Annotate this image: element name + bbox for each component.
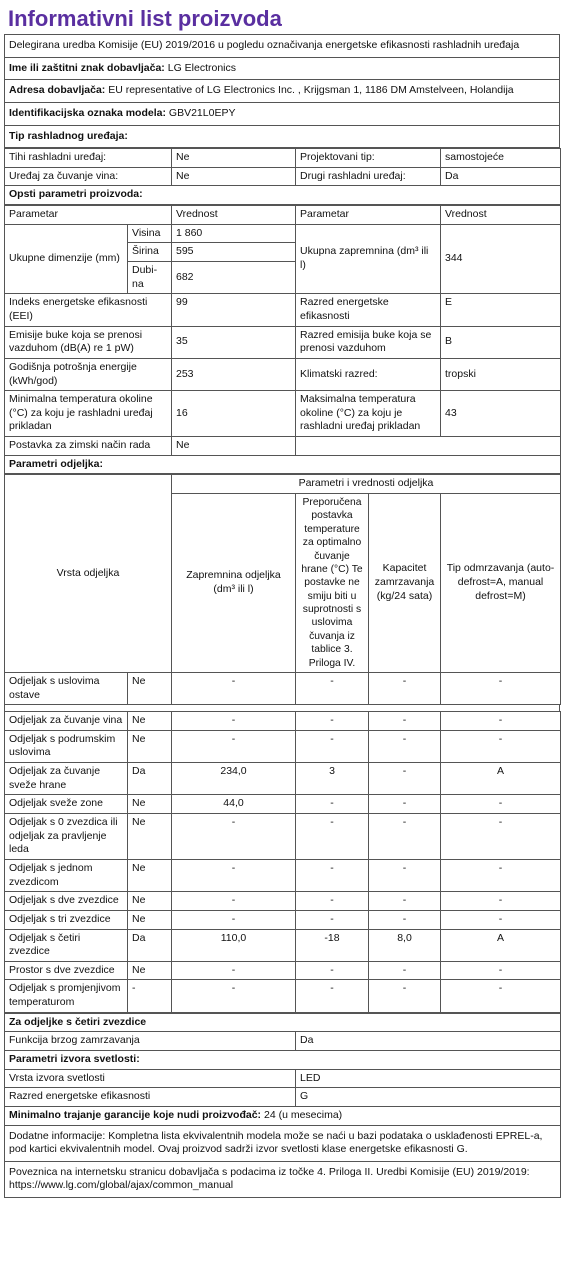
compartment-row: [5, 730, 561, 762]
compartment-present: Ne: [128, 961, 172, 980]
model-value: GBV21L0EPY: [168, 106, 236, 119]
type-label: Uređaj za čuvanje vina:: [5, 167, 172, 186]
compartment-row: [5, 980, 561, 1012]
volume-value: 344: [441, 224, 561, 294]
compartment-row: [5, 763, 561, 795]
compartment-row: [5, 929, 561, 961]
type-label: Drugi rashladni uređaj:: [296, 167, 441, 186]
param-label: Klimatski razred:: [296, 358, 441, 390]
compartment-row: [5, 712, 561, 731]
compartment-volume: 44,0: [172, 795, 296, 814]
type-value: samostojeće: [441, 149, 561, 168]
param-value: B: [441, 326, 561, 358]
compartment-present: Ne: [128, 859, 172, 891]
compartment-volume: -: [172, 814, 296, 860]
compartment-volume: 110,0: [172, 929, 296, 961]
type-table: [4, 148, 561, 205]
compartment-volume: -: [172, 910, 296, 929]
col-capacity-header: Kapacitet zamrzavanja (kg/24 sata): [369, 494, 441, 673]
general-header-row: [5, 206, 561, 225]
header-param: Parametar: [5, 206, 172, 225]
light-heading: Parametri izvora svetlosti:: [5, 1050, 561, 1069]
compartment-temp: -: [296, 859, 369, 891]
dimension-name: Visina: [128, 224, 172, 243]
compartment-present: Ne: [128, 712, 172, 731]
general-row: [5, 358, 561, 390]
compartments-table: [4, 711, 561, 1013]
compartment-temp: -: [296, 892, 369, 911]
compartment-volume: -: [172, 859, 296, 891]
header-param: Parametar: [296, 206, 441, 225]
compartment-capacity: -: [369, 795, 441, 814]
address-value: EU representative of LG Electronics Inc. , Krijgsman 1, 1186 DM Amstelveen, Holandija: [108, 84, 514, 97]
compartment-name: Prostor s dve zvezdice: [5, 961, 128, 980]
compartment-temp: -: [296, 795, 369, 814]
four-star-table: [4, 1013, 561, 1198]
compartment-name: Odjeljak s 0 zvezdica ili odjeljak za pravljenje leda: [5, 814, 128, 860]
param-value: 253: [172, 358, 296, 390]
compartment-present: Ne: [128, 892, 172, 911]
compartment-capacity: -: [369, 980, 441, 1012]
compartment-present: Ne: [128, 672, 172, 704]
supplier-label: Ime ili zaštitni znak dobavljača:: [9, 61, 165, 74]
compartment-name: Odjeljak s četiri zvezdice: [5, 929, 128, 961]
compartment-defrost: -: [441, 730, 561, 762]
param-label: Godišnja potrošnja energije (kWh/god): [5, 358, 172, 390]
fast-freeze-label: Funkcija brzog zamrzavanja: [5, 1032, 296, 1051]
compartment-capacity: -: [369, 730, 441, 762]
compartment-row: [5, 795, 561, 814]
compartment-volume: -: [172, 980, 296, 1012]
param-value: 35: [172, 326, 296, 358]
compartment-defrost: A: [441, 763, 561, 795]
warranty-label: Minimalno trajanje garancije koje nudi proizvođač:: [9, 1108, 262, 1121]
dimensions-label: Ukupne dimenzije (mm): [5, 224, 128, 294]
compartment-defrost: -: [441, 672, 561, 704]
col-volume-header: Zapremnina odjeljka (dm³ ili l): [172, 494, 296, 673]
header-value: Vrednost: [172, 206, 296, 225]
compartment-capacity: -: [369, 712, 441, 731]
param-label: Emisije buke koja se prenosi vazduhom (dB(A) re 1 pW): [5, 326, 172, 358]
compartment-present: Ne: [128, 730, 172, 762]
address-row: [5, 80, 559, 103]
header-value: Vrednost: [441, 206, 561, 225]
compartment-name: Odjeljak s uslovima ostave: [5, 672, 128, 704]
compartment-temp: -: [296, 910, 369, 929]
compartment-capacity: -: [369, 672, 441, 704]
compartment-temp: -: [296, 814, 369, 860]
compartment-temp: -: [296, 672, 369, 704]
type-section-heading: Tip rashladnog uređaja:: [9, 129, 128, 142]
compartments-header-table: [4, 474, 561, 705]
compartment-present: Ne: [128, 910, 172, 929]
compartment-name: Odjeljak za čuvanje sveže hrane: [5, 763, 128, 795]
volume-label: Ukupna zapremnina (dm³ ili l): [296, 224, 441, 294]
general-row: [5, 437, 561, 456]
compartment-row: [5, 910, 561, 929]
compartment-name: Odjeljak za čuvanje vina: [5, 712, 128, 731]
light-class-value: G: [296, 1088, 561, 1107]
compartment-volume: 234,0: [172, 763, 296, 795]
param-label: Minimalna temperatura okoline (°C) za koju je rashladni uređaj prikladan: [5, 391, 172, 437]
compartment-defrost: -: [441, 859, 561, 891]
compartment-volume: -: [172, 672, 296, 704]
compartment-temp: 3: [296, 763, 369, 795]
fast-freeze-value: Da: [296, 1032, 561, 1051]
compartment-defrost: -: [441, 961, 561, 980]
compartment-capacity: -: [369, 961, 441, 980]
compartment-volume: -: [172, 961, 296, 980]
param-label: Indeks energetske efikasnosti (EEI): [5, 294, 172, 326]
compartment-row: [5, 892, 561, 911]
param-label: Razred emisija buke koja se prenosi vazduhom: [296, 326, 441, 358]
compartment-volume: -: [172, 892, 296, 911]
model-row: [5, 103, 559, 126]
compartment-defrost: -: [441, 892, 561, 911]
winter-value: Ne: [172, 437, 296, 456]
product-information-sheet: [4, 4, 560, 1198]
warranty-value: 24 (u mesecima): [263, 1108, 343, 1121]
compartment-capacity: -: [369, 910, 441, 929]
type-label: Tihi rashladni uređaj:: [5, 149, 172, 168]
compartments-heading: Parametri odjeljka:: [5, 455, 561, 474]
dimension-value: 595: [172, 243, 296, 262]
type-value: Da: [441, 167, 561, 186]
param-value: 99: [172, 294, 296, 326]
compartment-row: [5, 672, 561, 704]
warranty-row: [5, 1106, 561, 1125]
supplier-value: LG Electronics: [167, 61, 237, 74]
param-value: 43: [441, 391, 561, 437]
compartment-name: Odjeljak sveže zone: [5, 795, 128, 814]
compartment-capacity: -: [369, 814, 441, 860]
compartment-temp: -18: [296, 929, 369, 961]
param-label: Razred energetske efikasnosti: [296, 294, 441, 326]
compartment-capacity: -: [369, 892, 441, 911]
type-row: [5, 167, 561, 186]
type-value: Ne: [172, 167, 296, 186]
additional-info: Dodatne informacije: Kompletna lista ekvivalentnih modela može se naći u bazi podataka o usklađenosti EPREL-a, pod kartici ekvivalentnih model. Ovaj proizvod sadrži izvor svetlosti klase energetske efikasnosti G.: [5, 1125, 561, 1161]
dimension-value: 682: [172, 262, 296, 294]
dimension-name: Širina: [128, 243, 172, 262]
compartment-row: [5, 961, 561, 980]
type-value: Ne: [172, 149, 296, 168]
compartment-capacity: -: [369, 763, 441, 795]
compartment-defrost: -: [441, 712, 561, 731]
header-block: [4, 34, 560, 148]
compartment-volume: -: [172, 712, 296, 731]
compartment-volume: -: [172, 730, 296, 762]
light-class-label: Razred energetske efikasnosti: [5, 1088, 296, 1107]
group-header: Parametri i vrednosti odjeljka: [172, 475, 561, 494]
compartment-present: -: [128, 980, 172, 1012]
four-star-heading: Za odjeljke s četiri zvezdice: [5, 1013, 561, 1032]
compartment-name: Odjeljak s tri zvezdice: [5, 910, 128, 929]
compartment-name: Odjeljak s dve zvezdice: [5, 892, 128, 911]
col-temp-header: Preporučena postavka temperature za optimalno čuvanje hrane (°C) Te postavke ne smiju biti u suprotnosti s uslovima čuvanja iz tablice 3. Priloga IV.: [296, 494, 369, 673]
compartment-present: Ne: [128, 795, 172, 814]
type-label: Projektovani tip:: [296, 149, 441, 168]
supplier-row: [5, 58, 559, 81]
compartment-temp: -: [296, 980, 369, 1012]
model-label: Identifikacijska oznaka modela:: [9, 106, 166, 119]
light-type-label: Vrsta izvora svetlosti: [5, 1069, 296, 1088]
winter-label: Postavka za zimski način rada: [5, 437, 172, 456]
compartment-temp: -: [296, 712, 369, 731]
type-row: [5, 149, 561, 168]
general-row: [5, 294, 561, 326]
general-table: [4, 205, 561, 474]
param-label: Maksimalna temperatura okoline (°C) za koju je rashladni uređaj prikladan: [296, 391, 441, 437]
compartment-defrost: A: [441, 929, 561, 961]
dimension-value: 1 860: [172, 224, 296, 243]
compartment-defrost: -: [441, 980, 561, 1012]
param-value: E: [441, 294, 561, 326]
general-row: [5, 326, 561, 358]
param-value: tropski: [441, 358, 561, 390]
compartment-capacity: -: [369, 859, 441, 891]
param-value: 16: [172, 391, 296, 437]
dimension-name: Dubi-na: [128, 262, 172, 294]
compartment-temp: -: [296, 730, 369, 762]
general-heading: Opsti parametri proizvoda:: [5, 186, 561, 205]
page-title: Informativni list proizvoda: [8, 6, 282, 31]
compartment-row: [5, 814, 561, 860]
compartment-temp: -: [296, 961, 369, 980]
address-label: Adresa dobavljača:: [9, 84, 106, 97]
general-row: [5, 391, 561, 437]
empty-cell: [296, 437, 561, 456]
compartment-capacity: 8,0: [369, 929, 441, 961]
light-type-value: LED: [296, 1069, 561, 1088]
compartment-present: Ne: [128, 814, 172, 860]
compartment-defrost: -: [441, 910, 561, 929]
regulation-text: Delegirana uredba Komisije (EU) 2019/2016 u pogledu označivanja energetske efikasnosti rashladnih uređaja: [5, 35, 559, 58]
compartment-defrost: -: [441, 795, 561, 814]
col-defrost-header: Tip odmrzavanja (auto-defrost=A, manual defrost=M): [441, 494, 561, 673]
compartment-defrost: -: [441, 814, 561, 860]
col-type-header: Vrsta odjeljka: [5, 475, 172, 673]
compartment-present: Da: [128, 929, 172, 961]
compartment-name: Odjeljak s jednom zvezdicom: [5, 859, 128, 891]
compartment-present: Da: [128, 763, 172, 795]
compartment-name: Odjeljak s podrumskim uslovima: [5, 730, 128, 762]
compartment-row: [5, 859, 561, 891]
compartment-name: Odjeljak s promjenjivom temperaturom: [5, 980, 128, 1012]
supplier-website: Poveznica na internetsku stranicu dobavljača s podacima iz točke 4. Priloga II. Uredbi Komisije (EU) 2019/2019: https://www.lg.com/global/ajax/common_manual: [5, 1161, 561, 1197]
